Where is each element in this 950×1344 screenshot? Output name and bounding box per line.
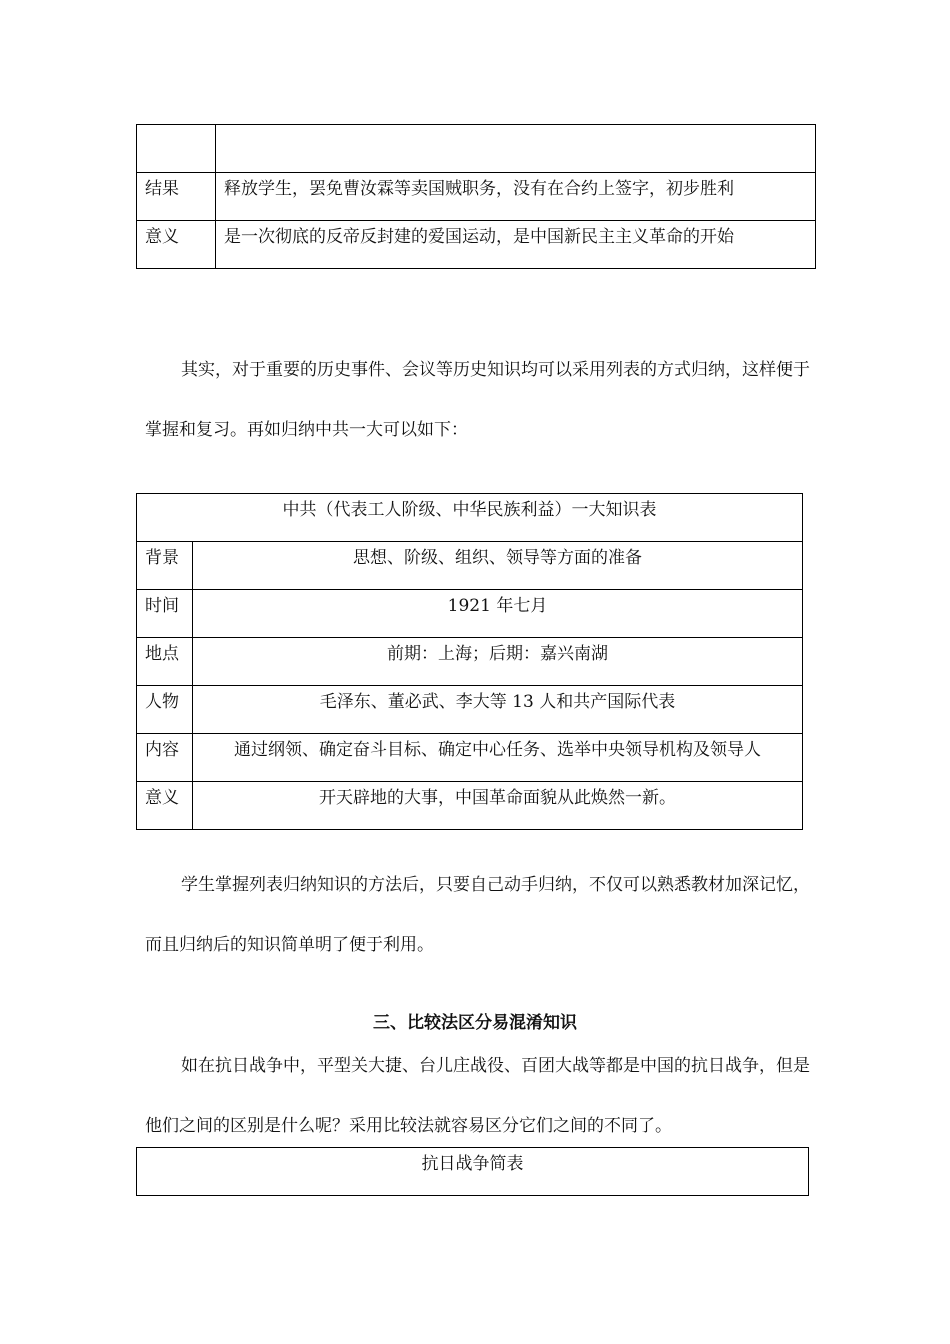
table-row (137, 173, 816, 221)
paragraph-method: 学生掌握列表归纳知识的方法后，只要自己动手归纳，不仅可以熟悉教材加深记忆，而且归纳后的知识简单明了便于利用。 (145, 875, 810, 955)
table-title-row (137, 1148, 809, 1196)
table-title: 中共（代表工人阶级、中华民族利益）一大知识表 (137, 494, 803, 542)
row-value: 思想、阶级、组织、领导等方面的准备 (193, 542, 803, 590)
row-key: 地点 (137, 638, 193, 686)
row-value: 毛泽东、董必武、李大等 13 人和共产国际代表 (193, 686, 803, 734)
row-key (137, 125, 216, 173)
table-title-row (137, 494, 803, 542)
row-value: 1921 年七月 (193, 590, 803, 638)
row-value: 通过纲领、确定奋斗目标、确定中心任务、选举中央领导机构及领导人 (193, 734, 803, 782)
row-value: 开天辟地的大事，中国革命面貌从此焕然一新。 (193, 782, 803, 830)
row-key: 内容 (137, 734, 193, 782)
row-value: 释放学生，罢免曹汝霖等卖国贼职务，没有在合约上签字，初步胜利 (216, 173, 816, 221)
row-value: 是一次彻底的反帝反封建的爱国运动，是中国新民主主义革命的开始 (216, 221, 816, 269)
row-key: 意义 (137, 221, 216, 269)
row-value (216, 125, 816, 173)
table-row (137, 590, 803, 638)
table-row (137, 782, 803, 830)
row-key: 人物 (137, 686, 193, 734)
table-row (137, 221, 816, 269)
table-row (137, 542, 803, 590)
row-key: 时间 (137, 590, 193, 638)
row-key: 结果 (137, 173, 216, 221)
first-congress-table (136, 493, 803, 830)
may-fourth-table (136, 124, 816, 269)
table-row (137, 734, 803, 782)
paragraph-comparison: 如在抗日战争中，平型关大捷、台儿庄战役、百团大战等都是中国的抗日战争，但是他们之间的区别是什么呢？采用比较法就容易区分它们之间的不同了。 (145, 1056, 810, 1136)
row-key: 意义 (137, 782, 193, 830)
table-row (137, 686, 803, 734)
row-key: 背景 (137, 542, 193, 590)
anti-japanese-war-table (136, 1147, 809, 1196)
paragraph-intro: 其实，对于重要的历史事件、会议等历史知识均可以采用列表的方式归纳，这样便于掌握和复习。再如归纳中共一大可以如下： (145, 360, 810, 440)
table-row (137, 125, 816, 173)
row-value: 前期：上海；后期：嘉兴南湖 (193, 638, 803, 686)
table-row (137, 638, 803, 686)
table-title: 抗日战争简表 (137, 1148, 809, 1196)
section-heading: 三、比较法区分易混淆知识 (373, 1013, 577, 1033)
